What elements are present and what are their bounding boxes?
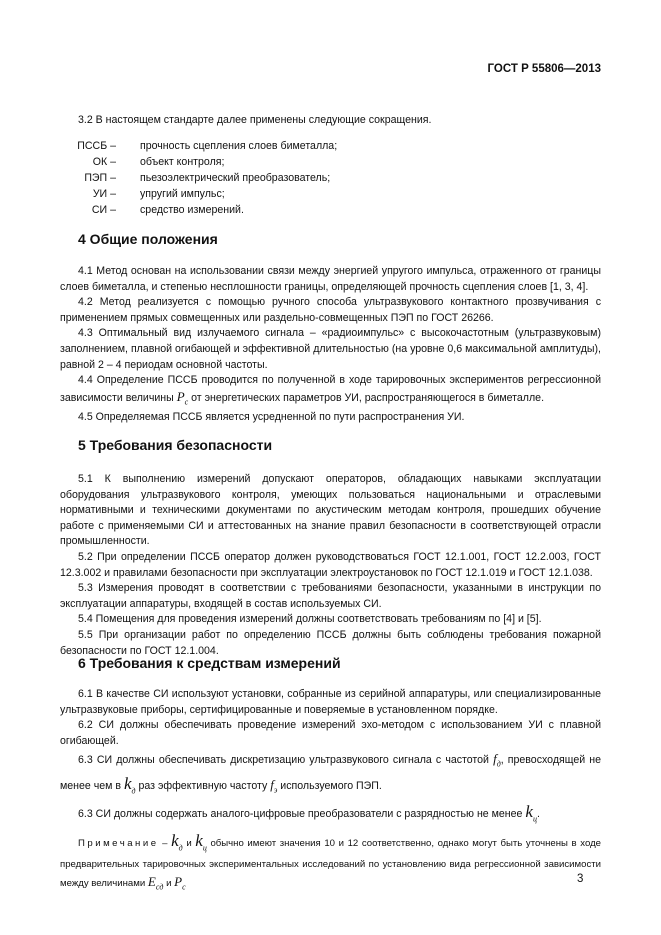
abbreviation-item: [60, 170, 460, 186]
paragraph-4-1: 4.1 Метод основан на использовании связи между энергией упругого импульса, отраженного от границы слоев биметалла, и степенью несплошности границы, определяющей прочность сцепления слоев [1, 3, 4].: [60, 265, 601, 293]
formula-kd: [171, 830, 183, 853]
intro-paragraph: 3.2 В настоящем стандарте далее применены следующие сокращения.: [78, 114, 432, 126]
section-4-heading: 4 Общие положения: [78, 231, 218, 247]
abbreviation-item: [60, 202, 460, 218]
abbr-def: объект контроля;: [140, 156, 225, 168]
text: раз эффективную частоту: [135, 779, 271, 792]
paragraph-4-5: 4.5 Определяемая ПССБ является усредненной по пути распространения УИ.: [78, 410, 465, 423]
paragraph-6-2: 6.2 СИ должны обеспечивать проведение измерений эхо-методом с использованием УИ с плавной огибающей.: [60, 719, 601, 747]
text: обычно имеют значения 10 и 12 соответственно, однако могут быть уточнены в ходе предварительных тарировочных экспериментальных исследований по установлению вида регрессионной зависимости между величинами: [60, 837, 602, 890]
paragraph-5-3: 5.3 Измерения проводят в соответствии с требованиями безопасности, указанными в инструкции по эксплуатации аппаратуры, входящей в состав используемых СИ.: [60, 582, 601, 610]
abbr-term: СИ –: [91, 204, 116, 216]
subscript: э: [273, 785, 278, 795]
subscript: c: [184, 397, 189, 407]
symbol: k: [525, 802, 533, 822]
paragraph-6-3: [60, 749, 601, 800]
abbreviation-item: [60, 186, 460, 202]
abbr-def: прочность сцепления слоев биметалла;: [140, 140, 338, 152]
formula-pc: [174, 874, 186, 892]
abbr-def: упругий импульс;: [140, 188, 225, 200]
symbol: f: [270, 776, 274, 792]
intro-block: [60, 113, 601, 129]
subscript: ц: [202, 843, 207, 853]
text: , превосходящей не менее чем в: [60, 754, 601, 792]
symbol: f: [493, 751, 497, 767]
subscript: c: [182, 882, 186, 892]
page-number: 3: [577, 873, 584, 885]
abbr-term: ПЭП –: [84, 172, 116, 184]
symbol: P: [174, 874, 183, 890]
abbr-def: средство измерений.: [140, 204, 244, 216]
text: и: [163, 878, 175, 890]
formula-kd: [123, 773, 136, 796]
paragraph-5-5: 5.5 При организации работ по определению ПССБ должны быть соблюдены требования пожарной безопасности по ГОСТ 12.1.004.: [60, 628, 601, 657]
text: 6.3 СИ должны обеспечивать дискретизацию ультразвукового сигнала с частотой: [78, 754, 494, 767]
abbr-term: ПССБ –: [77, 140, 116, 152]
symbol: E: [147, 874, 156, 890]
paragraph-4-4: [60, 373, 601, 410]
symbol: k: [195, 830, 203, 850]
subscript: д: [496, 759, 501, 769]
paragraph-5-1: 5.1 К выполнению измерений допускают операторов, обладающих навыками эксплуатации оборудования ультразвукового контроля, умеющих пользоваться национальными и отраслевыми нормативными и техническими документами по акустическим методам контроля, прошедших обучение работе с применяемыми СИ и аттестованных на знание правил безопасности в соответствующей отрасли промышленности.: [60, 473, 601, 548]
text: .: [536, 808, 540, 821]
subscript: д: [178, 843, 183, 853]
text: и: [182, 837, 196, 849]
symbol: k: [171, 830, 179, 850]
abbreviation-list: [60, 138, 460, 218]
symbol: P: [176, 388, 185, 404]
text: 4.4 Определение ПССБ проводится по полученной в ходе тарировочных экспериментов регрессионной зависимости величины: [60, 374, 601, 404]
formula-fd: [493, 751, 501, 769]
abbr-term: ОК –: [92, 156, 116, 168]
abbr-def: пьезоэлектрический преобразователь;: [140, 172, 331, 184]
formula-pc: [176, 388, 189, 407]
abbr-term: УИ –: [92, 188, 116, 200]
note-label: Примечание: [78, 837, 159, 849]
abbreviation-item: [60, 154, 460, 170]
section-5-heading: 5 Требования безопасности: [78, 437, 273, 453]
formula-esd: [147, 874, 164, 892]
subscript: ц: [532, 814, 537, 824]
paragraph-6-1: 6.1 В качестве СИ используют установки, собранные из серийной аппаратуры, или специализированные ультразвуковые приборы, сертифицированные и поверяемые в установленном порядке.: [60, 688, 601, 716]
section-6-body: [60, 687, 601, 896]
symbol: k: [123, 773, 132, 793]
abbreviation-item: [60, 138, 460, 154]
text: 6.3 СИ должны содержать аналого-цифровые преобразователи с разрядностью не менее: [78, 808, 526, 821]
paragraph-5-2: 5.2 При определении ПССБ оператор должен руководствоваться ГОСТ 12.1.001, ГОСТ 12.2.003, ГОСТ 12.3.002 и правилами безопасности при эксплуатации электроустановок по ГОСТ 12.1.019 и ГОСТ 12.1.038.: [60, 550, 601, 579]
paragraph-4-3: 4.3 Оптимальный вид излучаемого сигнала – «радиоимпульс» с высокочастотным (ультразвуковым) заполнением, плавной огибающей и эффективной длительностью (на уровне 0,6 максимальной амплитуды), равной 2 – 4 периодам основной частоты.: [60, 327, 601, 371]
text: используемого ПЭП.: [277, 779, 382, 792]
subscript: д: [131, 786, 136, 796]
section-4-body: [60, 264, 601, 426]
paragraph-5-4: 5.4 Помещения для проведения измерений должны соответствовать требованиям по [4] и [5].: [78, 613, 542, 626]
paragraph-4-2: 4.2 Метод реализуется с помощью ручного способа ультразвукового контактного прозвучивания с применением прямых совмещенных или раздельно-совмещенных ПЭП по ГОСТ 26266.: [60, 296, 601, 324]
document-header: ГОСТ Р 55806—2013: [487, 63, 601, 75]
text: –: [158, 837, 172, 849]
text: от энергетических параметров УИ, распространяющегося в биметалле.: [188, 391, 545, 404]
note: [60, 832, 601, 896]
section-6-heading: 6 Требования к средствам измерений: [78, 655, 341, 671]
section-5-body: [60, 472, 601, 659]
paragraph-6-4: [60, 800, 601, 831]
formula-kc: [525, 802, 537, 824]
subscript: сд: [155, 882, 164, 892]
formula-kc: [195, 830, 207, 853]
